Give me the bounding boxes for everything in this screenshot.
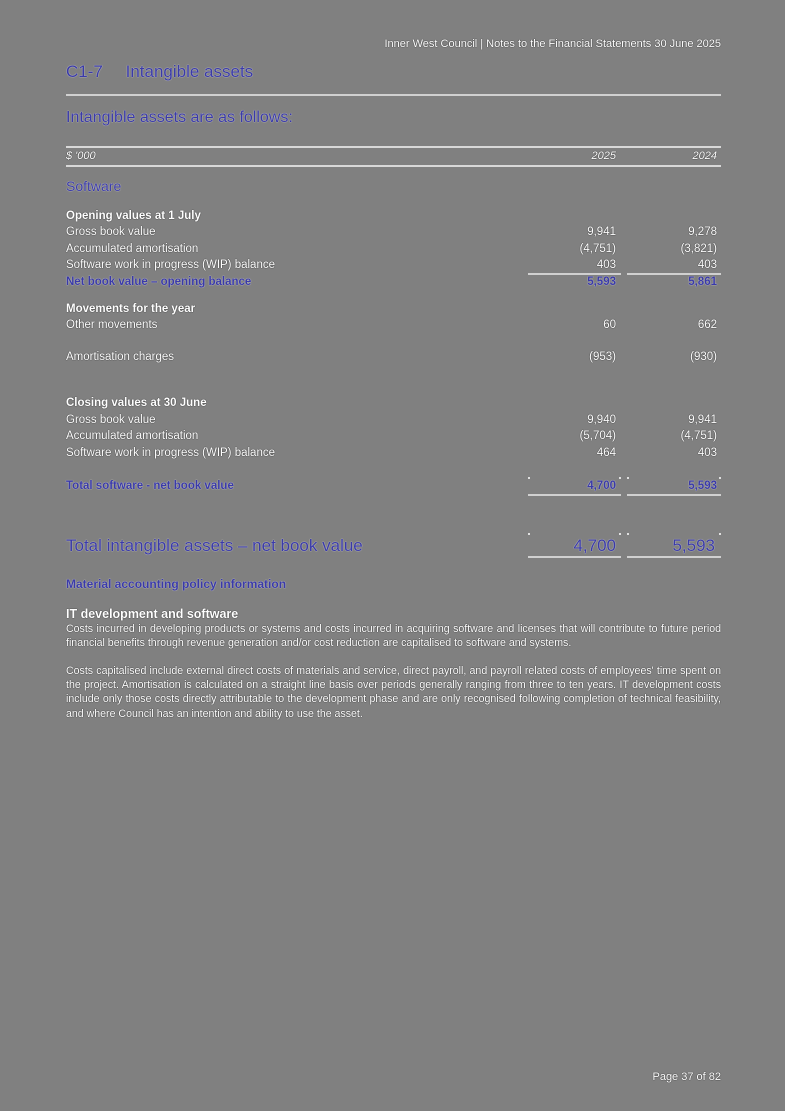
subtotal-rule — [627, 273, 721, 275]
rule-tick — [528, 533, 530, 535]
rule-tick — [528, 477, 530, 479]
table-row: Accumulated amortisation (4,751) (3,821) — [66, 243, 717, 255]
policy-paragraph: Costs incurred in developing products or systems and costs incurred in acquiring software and licenses that will contribute to future period financial benefits through revenue generation and/or cost reduction are capitalised to software and systems. — [66, 623, 721, 650]
grand-total-rule — [627, 556, 721, 558]
movements-heading: Movements for the year — [66, 303, 196, 315]
closing-total-row: Total software - net book value 4,700 5,593 — [66, 480, 717, 492]
section-number: C1-7 — [66, 62, 103, 81]
total-rule — [627, 494, 721, 496]
policy-heading: Material accounting policy information — [66, 577, 287, 591]
policy-paragraph: Costs capitalised include external direct costs of materials and service, direct payroll, and payroll related costs of employees' time spent on the project. Amortisation is calculated on a straight line basis over periods generally ranging from three to ten years. IT development costs include only those costs directly attributable to the development phase and are only recognised following completion of technical feasibility, and where Council has an intention and ability to use the asset. — [66, 665, 721, 720]
table-row: Accumulated amortisation (5,704) (4,751) — [66, 430, 717, 442]
category-heading: Software — [66, 178, 122, 194]
section-intro: Intangible assets are as follows: — [66, 109, 293, 126]
section-name: Intangible assets — [125, 62, 254, 81]
rule-tick — [619, 533, 621, 535]
section-title — [66, 62, 253, 82]
title-divider — [66, 94, 721, 96]
column-2024: 2024 — [692, 150, 717, 162]
closing-heading: Closing values at 30 June — [66, 397, 207, 409]
grand-total-rule — [528, 556, 621, 558]
rule-tick — [719, 477, 721, 479]
table-row: Amortisation charges (953) (930) — [66, 351, 717, 363]
table-row: Other movements 60 662 — [66, 319, 717, 331]
rule-tick — [627, 477, 629, 479]
table-row: Software work in progress (WIP) balance 403 403 — [66, 259, 717, 271]
page-number: Page 37 of 82 — [652, 1071, 721, 1083]
column-unit: $ '000 — [66, 150, 96, 162]
table-row: Gross book value 9,940 9,941 — [66, 414, 717, 426]
grand-total-row: Total intangible assets – net book value 4,700 5,593 — [66, 536, 715, 555]
total-rule — [528, 494, 621, 496]
opening-heading: Opening values at 1 July — [66, 210, 201, 222]
table-row: Gross book value 9,941 9,278 — [66, 226, 717, 238]
table-header — [66, 146, 721, 167]
column-2025: 2025 — [591, 150, 616, 162]
opening-total-row: Net book value – opening balance 5,593 5,861 — [66, 276, 717, 288]
rule-tick — [719, 533, 721, 535]
policy-subheading: IT development and software — [66, 607, 239, 621]
table-row: Software work in progress (WIP) balance 464 403 — [66, 447, 717, 459]
rule-tick — [627, 533, 629, 535]
subtotal-rule — [528, 273, 621, 275]
rule-tick — [619, 477, 621, 479]
running-header: Inner West Council | Notes to the Financial Statements 30 June 2025 — [384, 38, 721, 50]
